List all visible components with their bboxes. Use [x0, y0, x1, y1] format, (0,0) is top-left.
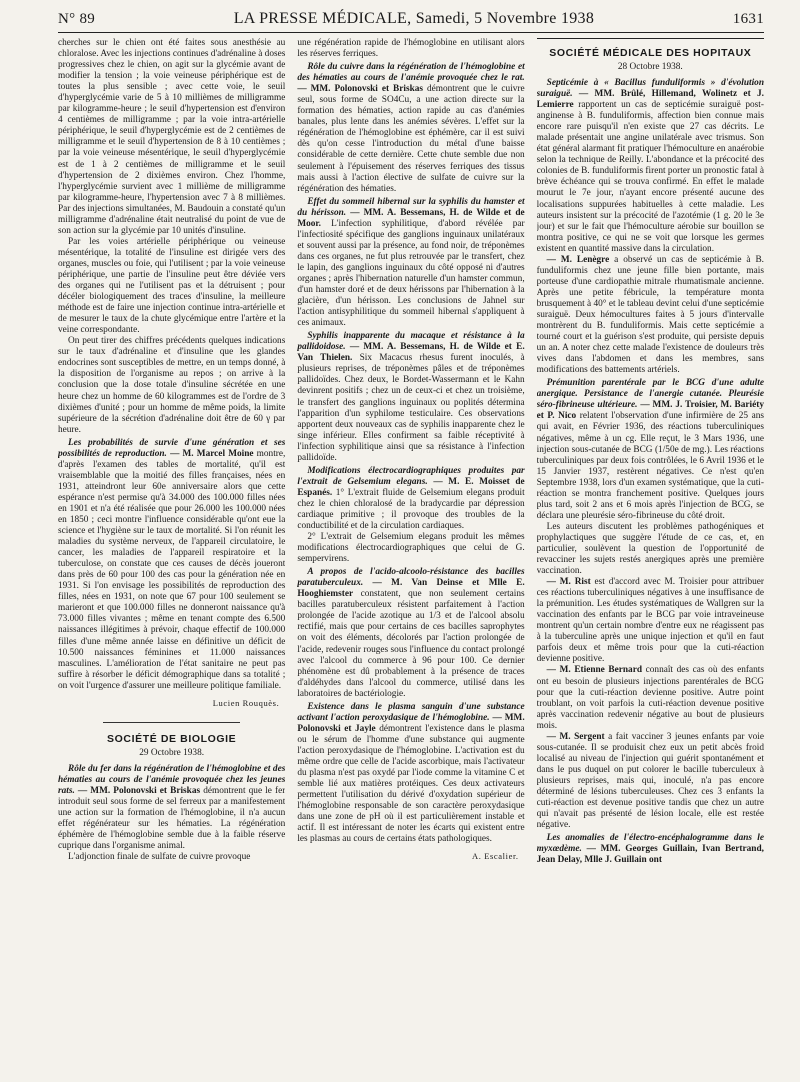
paragraph [537, 378, 764, 522]
abstract-title: Syphilis inapparente du macaque et résistance à la pallidoidose. [297, 331, 525, 353]
paragraph [537, 833, 764, 866]
abstract-title: A propos de l'acido-alcoolo-résistance des bacilles paratuberculeux. [297, 567, 525, 589]
abstract-title: Effet du sommeil hibernal sur la syphilis du hamster et du hérisson. [297, 196, 525, 218]
abstract-body: démontrent que le cuivre seul, sous forme de SO4Cu, a une action directe sur la formation des hématies, action rapide au cas d'anémies banales, plus lente dans les anémies sévères. L'effet sur la régénération de l'hémoglobine est éphémère, car il est suivi dès qu'on cesse l'introduction du métal d'une baisse considérable de cette dernière. Cette chute semble due non seulement à l'épuisement des réserves ferriques des tissus mais aussi à l'action élective de sulfate de cuivre sur la régénération des hématies. [297, 84, 525, 194]
abstract-title: Septicémie à « Bacillus funduliformis » d'évolution suraiguë. [536, 78, 764, 100]
page-number: 1631 [732, 11, 764, 27]
column-3 [537, 38, 764, 1074]
signature: Lucien Rouquès. [212, 697, 280, 708]
abstract-body: est d'accord avec M. Troisier pour attribuer ces réactions tuberculiniques négatives à une insuffisance de la prémunition. Les études systématiques de Wallgren sur la vaccination des enfants par le BCG par voie intraveineuse montrent qu'un certain nombre d'entre eux ne réagissent pas à la tuberculine après une unique injection et qu'il en faut parfois deux et même trois pour que la cuti-réaction devienne positive. [536, 577, 764, 665]
section-header [537, 38, 764, 72]
abstract-author: — M. E. Moisset de Espanés. [297, 476, 525, 498]
abstract-body: a fait vacciner 3 jeunes enfants par voie sous-cutanée. Il se produisit chez eux un petit abcès froid localisé au niveau de l'injection qui guérit spontanément et dans le pus duquel on put colorer le bacille tuberculeux à plusieurs reprises, mais qui, inoculé, n'a pas encore déterminé de lésions tuberculeuses. Chez ces 3 enfants la cuti-réaction est devenue positive tandis que chez un autre qui n'avait pas présenté de lésion locale, elle est restée négative. [536, 731, 764, 831]
paragraph [537, 732, 764, 831]
abstract-body: constatent, que non seulement certains bacilles paratuberculeux résistent parfaitement à l'action prolongée de l'acide azotique au 1/3 et de l'alcool absolu rectifié, mais que pour certains de ces bacilles saprophytes on voit des éléments, décolorés par l'action prolongée de l'acide, redevenir rouges sous l'influence du contact prolongé avec l'alcool du commerce à 96 pour 100. Ce dernier phénomène est dû probablement à la présence de traces d'aldéhydes dans l'alcool du commerce, utilisé dans les laboratoires de bactériologie. [297, 589, 525, 699]
abstract-title: Les anomalies de l'électro-encéphalogramme dans le myxœdème. [536, 833, 764, 855]
paragraph [537, 577, 764, 665]
abstract-body: connaît des cas où des enfants ont eu besoin de plusieurs injections parentérales de BCG pour que la cuti-réaction devienne positive. Autre point troublant, on voit parfois la cuti-réaction devenue positive après vaccination redevenir négative au bout de plusieurs mois. [536, 665, 764, 731]
paragraph [297, 331, 524, 464]
abstract-author: — M. Rist [546, 577, 591, 588]
abstract-author: — MM. Polonovski et Briskas [297, 84, 424, 95]
abstract-author: — MM. A. Bessemans, H. de Wilde et de Moor. [297, 207, 525, 229]
paragraph [297, 567, 524, 700]
abstract-title: Modifications électrocardiographiques produites par l'extrait de Gelsemium elegans. [297, 465, 525, 487]
paragraph: cherches sur le chien ont été faites sous anesthésie au chloralose. Avec les injections continues d'adrénaline à doses progressives chez le chien, on agit sur la glycémie avant de modifier la tension ; la voie veineuse périphérique est de toutes la plus sensible ; avec cette voie, le seuil d'hyperglycémie varie de 5 à 10 millièmes de milligramme par kilogramme-heure ; le seuil d'hypertension est d'environ 4 centièmes de milligramme ; par la voie intra-artérielle périphérique, le seuil d'hyperglycémie est de 2 centièmes de milligramme et le seuil d'hypertension de 8 à 10 centièmes ; par la voie veineuse mésentérique, le seuil d'hyperglycémie est de 1 à 2 centièmes de milligramme et le seuil d'hypertension de 2 dixièmes environ. Chez l'homme, l'hyperglycémie survient avec 1 millième de milligramme par kilogramme-heure, l'hypertension avec 7 à 8 millièmes. Par des injections simultanées, M. Baudouin a constaté qu'un milligramme d'adrénaline était neutralisé du point de vue de son action sur la glycémie par 10 unités d'insuline. [58, 38, 286, 236]
paragraph [537, 255, 764, 377]
paragraph: L'adjonction finale de sulfate de cuivre provoque [68, 852, 251, 863]
abstract-body: L'infection syphilitique, d'abord révélée par l'infectiosité spécifique des ganglions inguinaux unilatéraux et souvent aussi par la présence, au fond noir, de tréponèmes dans ces organes, ne fut plus retrouvée par le transfert, chez le lapin, des ganglions inguinaux du côté opposé ni d'autres organes ; après l'hibernation naturelle d'un hamster commun, d'un hamster doré et de deux hérissons par l'hibernation à la glacière, d'un hérisson. Les conclusions de Jahnel sur l'action antisyphilitique du sommeil hibernal s'appliquent à ces animaux. [297, 218, 525, 329]
article-columns [58, 38, 764, 1074]
abstract-author: — MM. J. Troisier, M. Bariéty et P. Nico [536, 400, 764, 422]
abstract-title: Les probabilités de survie d'une génération et ses possibilités de reproduction. [58, 437, 286, 459]
paragraph [537, 78, 764, 255]
page-header [58, 10, 764, 34]
paragraph: Par les voies artérielle périphérique ou veineuse mésentérique, la totalité de l'insuline est dirigée vers des organes, muscles ou foie, qui l'utilisent ; par la voie veineuse périphérique, une partie de l'insuline peut être déviée vers des organes qui ne l'utilisent pas et la détruisent ; pour décéler biologiquement des traces d'insuline, la meilleure méthode est de faire une injection continue intra-artérielle et de mesurer le taux de la chute glycémique entre l'artère et la veine correspondante. [58, 236, 286, 336]
abstract-author: — M. Marcel Moine [170, 448, 254, 459]
abstract-body: relatent l'observation d'une infirmière de 25 ans qui avait, en Février 1936, des réactions tuberculiniques négatives, même à un cg. Elle reçut, le 3 Mars 1936, une injection sous-cutanée de BCG (1/50e de mg.). Les réactions tuberculiniques par deux fois contrôlées, le 6 Avril 1936 et le 15 Janvier 1937, restèrent négatives. Ce n'est qu'en Septembre 1938, lors d'un examen systématique, que la cuti-réaction se montra franchement positive. Quelques jours plus tard, soit 2 ans et 6 mois après l'injection de BCG, se déclara une pleurésie séro-fibrineuse du côté droit. [536, 411, 764, 521]
section-date: 28 Octobre 1938. [617, 62, 683, 72]
abstract-body: 1° L'extrait fluide de Gelsemium elegans produit chez le chien chloralosé de la bradycardie par dépression cardiaque primitive ; il provoque des troubles de la conductibilité et de la circulation cardiaques. [297, 487, 525, 532]
abstract-body: rapportent un cas de septicémie suraiguë post-anginense à B. funduliformis, affection bien connue mais encore rare puisqu'il n'en existe que 27 cas décrits. Le malade présentait une angine unilatérale avec trismus. Son état général alarmant fit pratiquer l'hémoculture en anaérobie selon la technique de Reilly. L'abondance et la précocité des colonies de B. funduliformis firent porter un pronostic fatal à brève échéance qui se trouva confirmé. En effet le malade mourut le 7e jour, n'ayant encore présenté aucune des localisations suppurées habituelles à cette maladie. Les auteurs insistent sur la précocité de l'azotémie (1 g. 20 le 3e jour) et sur le fait que l'hémoculture aérobie sur bouillon se montra positive, ce qui ne se voit que lorsque les germes existent en quantité massive dans la circulation. [536, 100, 764, 254]
abstract-body: montre, d'après l'examen des tables de mortalité, qu'il est vraisemblable que la moitié des filles françaises, nées en 1931, atteindront leur 60e anniversaire alors que cette espérance n'est permise qu'à 34.000 des 100.000 filles nées en 1901 et n'a été réalisée que pour 26.000 les 100.000 nées en 1850 ; ceci montre l'influence considérable qu'ont eue la science et l'hygiène sur le taux de mortalité. Si l'on réunit les maladies du système nerveux, de l'appareil circulatoire, le cancer, les maladies de l'appareil respiratoire et la tuberculose, on constate que ces causes de décès joueront dans près de 60 pour 100 des cas pour la génération née en 1931. Si l'on envisage les possibilités de reproduction des filles, nées en 1931, on note que 67 pour 100 seulement se marieront et que 100.000 filles ne donneront naissance qu'à 73.000 filles vivantes ; même en tenant compte des 6.500 naissances illégitimes à prévoir, chaque effectif de 100.000 filles d'une même année laisse en définitive un déficit de 10.500 naissances féminines et 11.000 naissances masculines. L'amélioration de l'état sanitaire ne peut pas suffire à résorber le déficit démographique dans sa totalité ; on voit l'urgence d'assurer une meilleure politique familiale. [58, 448, 286, 691]
paragraph [537, 665, 764, 731]
abstract-title: Existence dans le plasma sanguin d'une substance activant l'action peroxydasique de l'hémoglobine. [297, 701, 525, 723]
paragraph [58, 764, 285, 852]
journal-title: LA PRESSE MÉDICALE, Samedi, 5 Novembre 1938 [233, 10, 595, 27]
paragraph [297, 197, 524, 330]
abstract-author: — MM. A. Bessemans, H. de Wilde et E. Van Thielen. [297, 342, 525, 364]
column-2 [297, 38, 524, 1074]
paragraph: Les auteurs discutent les problèmes pathogéniques et prophylactiques que suggère l'étude de ce cas, et, en particulier, soulèvent la question de l'opportunité de revacciner les sujets restés anergiques après une première vaccination. [536, 521, 764, 577]
paragraph: On peut tirer des chiffres précédents quelques indications sur le taux d'adrénaline et d'insuline que les glandes endocrines sont susceptibles de mettre, en un temps donné, à la disposition de l'organisme au repos ; on arrive à la conclusion que la dose totale d'insuline sécrétée en une heure chez un homme de 60 kilogrammes est de l'ordre de 3 dixièmes d'unité ; pour un homme de même poids, la limite supérieure de la sécrétion d'adrénaline doit être de 60 γ par heure. [58, 336, 286, 435]
abstract-author: — MM. Polonovski et Briskas [77, 785, 201, 796]
section-title: SOCIÉTÉ DE BIOLOGIE [107, 732, 237, 745]
abstract-author: — MM. Brûlé, Hillemand, Wolinetz et J. Lemierre [536, 89, 764, 111]
section-title: SOCIÉTÉ MÉDICALE DES HOPITAUX [549, 47, 752, 59]
abstract-title: Rôle du cuivre dans la régénération de l'hémoglobine et des hématies au cours de l'anémie provoquée chez le rat. [297, 62, 525, 84]
abstract-author: — M. Sergent [546, 731, 605, 742]
abstract-author: — M. Etienne Bernard [546, 665, 643, 676]
section-date: 29 Octobre 1938. [139, 747, 205, 758]
abstract-body: démontrent l'existence dans le plasma ou le sérum de l'homme d'une substance qui augmente l'action peroxydasique de l'hémoglobine. L'activation est du même ordre que celle de l'acide ascorbique, mais l'activateur du plasma n'est pas oxydé par l'iode comme la vitamine C et semble lié aux matières protéiques. Ces deux activateurs permettent l'utilisation du dérivé d'oxydation supérieur de l'hémoglobine responsable de son caractère peroxydasique dans une zone de pH où il est particulièrement instable et actif. Il est intéressant de noter les écarts qui existent entre les plasmas au cours de certains états pathologiques. [297, 723, 525, 845]
paragraph: une régénération rapide de l'hémoglobine en utilisant alors les réserves ferriques. [297, 38, 525, 60]
paragraph [297, 62, 524, 195]
header-rule [58, 32, 764, 33]
abstract-author: — MM. Polonovski et Jayle [297, 712, 525, 734]
paragraph [297, 466, 524, 532]
issue-number: N° 89 [58, 11, 96, 27]
abstract-author: — MM. Georges Guillain, Ivan Bertrand, Jean Delay, Mlle J. Guillain ont [536, 844, 764, 866]
paragraph [297, 702, 524, 846]
paragraph: 2° L'extrait de Gelsemium elegans produit les mêmes modifications électrocardiographiques que celui de G. sempervirens. [297, 532, 525, 565]
abstract-body: a observé un cas de septicémie à B. funduliformis chez une jeune fille bien portante, mais porteuse d'une cardiopathie mitrale rhumatismale ancienne. Après une petite fébricule, la température monta brusquement à 40° et le tableau devint celui d'une septicémie suraiguë. Deux hémocultures faites à 5 jours d'intervalle montrèrent du B. funduliformis. Mais cette septicémie a tourné court et la guérison s'est produite, qui persiste depuis un an. A noter chez cette malade l'existence de douleurs très vives dans l'abdomen et dans les membres, sans modifications des battements artériels. [536, 254, 764, 376]
divider [103, 722, 239, 723]
column-1 [58, 38, 285, 1074]
abstract-title: Rôle du fer dans la régénération de l'hémoglobine et des hématies au cours de l'anémie provoquée chez les jeunes rats. [58, 763, 286, 796]
abstract-author: — M. Lenègre [546, 254, 610, 265]
abstract-title: Prémunition parentérale par le BCG d'une adulte anergique. Persistance de l'anergie cutanée. Pleurésie séro-fibrineuse ultérieure. [536, 378, 764, 411]
paragraph [58, 438, 285, 692]
signature: A. Escalier. [472, 851, 519, 862]
abstract-body: Six Macacus rhesus furent inoculés, à plusieurs reprises, de tréponèmes pâles et de tréponèmes pallidoïdes. Chez deux, le Bordet-Wassermann et le Kahn devinrent positifs ; chez un de ceux-ci et chez un troisième, le transfert des ganglions inguinaux ou poplités détermina l'apparition d'un syphilome testiculaire. Ces observations apportent deux nouveaux cas de syphilis inapparente chez le singe inférieur. Elles confirment sa faible réceptivité à l'infection syphilitique ainsi que sa résistance à l'infection pallidoïde. [297, 353, 525, 463]
abstract-body: démontrent que le fer introduit seul sous forme de sel ferreux par a manifestement une action sur la formation de l'hémoglobine, il n'a aucun effet régénérateur sur les hématies. La régénération éphémère de l'hémoglobine semble due à la faible réserve cuprique dans l'organisme animal. [58, 785, 286, 852]
abstract-author: — M. Van Deinse et Mlle E. Hooghiemster [297, 578, 525, 600]
